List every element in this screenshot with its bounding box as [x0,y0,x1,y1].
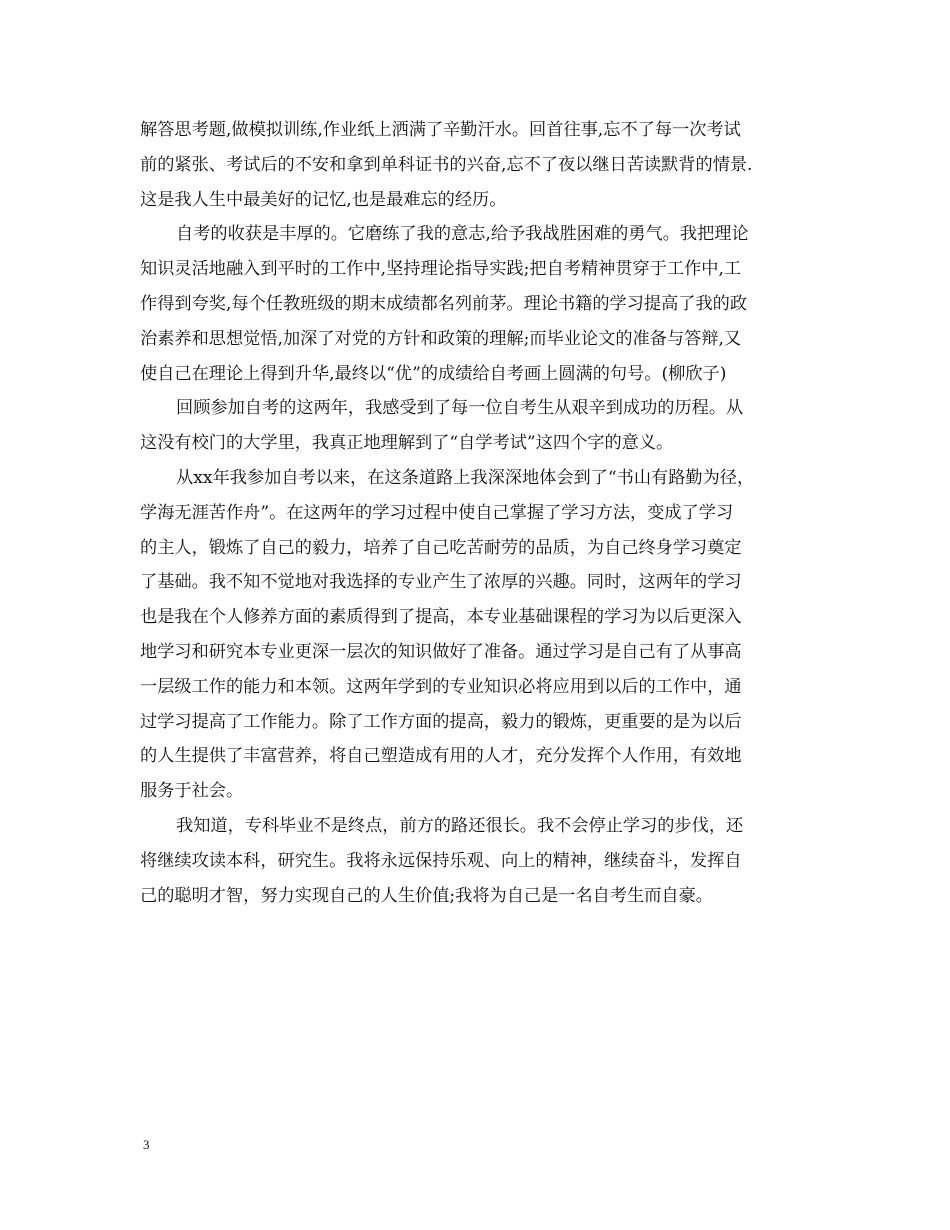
paragraph-start-line: 自考的收获是丰厚的。它磨练了我的意志,给予我战胜困难的勇气。我把理论 [176,224,749,245]
text-line: 己的聪明才智，努力实现自己的人生价值;我将为自己是一名自考生而自豪。 [140,885,713,906]
text-line: 的人生提供了丰富营养，将自己塑造成有用的人才，充分发挥个人作用，有效地 [140,746,742,767]
text-line: 治素养和思想觉悟,加深了对党的方针和政策的理解;而毕业论文的准备与答辩,又 [140,328,742,349]
paragraph-start-line: 我知道，专科毕业不是终点，前方的路还很长。我不会停止学习的步伐，还 [176,815,744,836]
paragraph-start-line: 从xx年我参加自考以来，在这条道路上我深深地体会到了“书山有路勤为径， [176,467,755,488]
text-line: 前的紧张、考试后的不安和拿到单科证书的兴奋,忘不了夜以继日苦读默背的情景. [140,154,753,175]
page-number: 3 [143,1137,150,1152]
text-line: 也是我在个人修养方面的素质得到了提高，本专业基础课程的学习为以后更深入 [140,607,742,628]
text-line: 这没有校门的大学里，我真正地理解到了“自学考试”这四个字的意义。 [140,433,674,454]
text-line: 使自己在理论上得到升华,最终以“优”的成绩给自考画上圆满的句号。(柳欣子) [140,363,727,384]
body-text [140,113,830,913]
text-line: 知识灵活地融入到平时的工作中,坚持理论指导实践;把自考精神贯穿于工作中,工 [140,259,742,280]
paragraph-start-line: 回顾参加自考的这两年，我感受到了每一位自考生从艰辛到成功的历程。从 [176,398,744,419]
text-line: 将继续攻读本科，研究生。我将永远保持乐观、向上的精神，继续奋斗，发挥自 [140,850,742,871]
text-line: 一层级工作的能力和本领。这两年学到的专业知识必将应用到以后的工作中，通 [140,676,742,697]
text-line: 过学习提高了工作能力。除了工作方面的提高，毅力的锻炼，更重要的是为以后 [140,711,742,732]
text-line: 了基础。我不知不觉地对我选择的专业产生了浓厚的兴趣。同时，这两年的学习 [140,572,742,593]
text-line: 的主人，锻炼了自己的毅力，培养了自己吃苦耐劳的品质，为自己终身学习奠定 [140,537,742,558]
text-line: 解答思考题,做模拟训练,作业纸上洒满了辛勤汗水。回首往事,忘不了每一次考试 [140,120,741,140]
text-line: 服务于社会。 [140,781,244,802]
text-line: 这是我人生中最美好的记忆,也是最难忘的经历。 [140,189,507,210]
text-line: 地学习和研究本专业更深一层次的知识做好了准备。通过学习是自己有了从事高 [140,641,742,662]
text-line: 作得到夸奖,每个任教班级的期末成绩都名列前茅。理论书籍的学习提高了我的政 [140,293,748,314]
text-line: 学海无涯苦作舟”。在这两年的学习过程中使自己掌握了学习方法，变成了学习 [140,502,734,523]
